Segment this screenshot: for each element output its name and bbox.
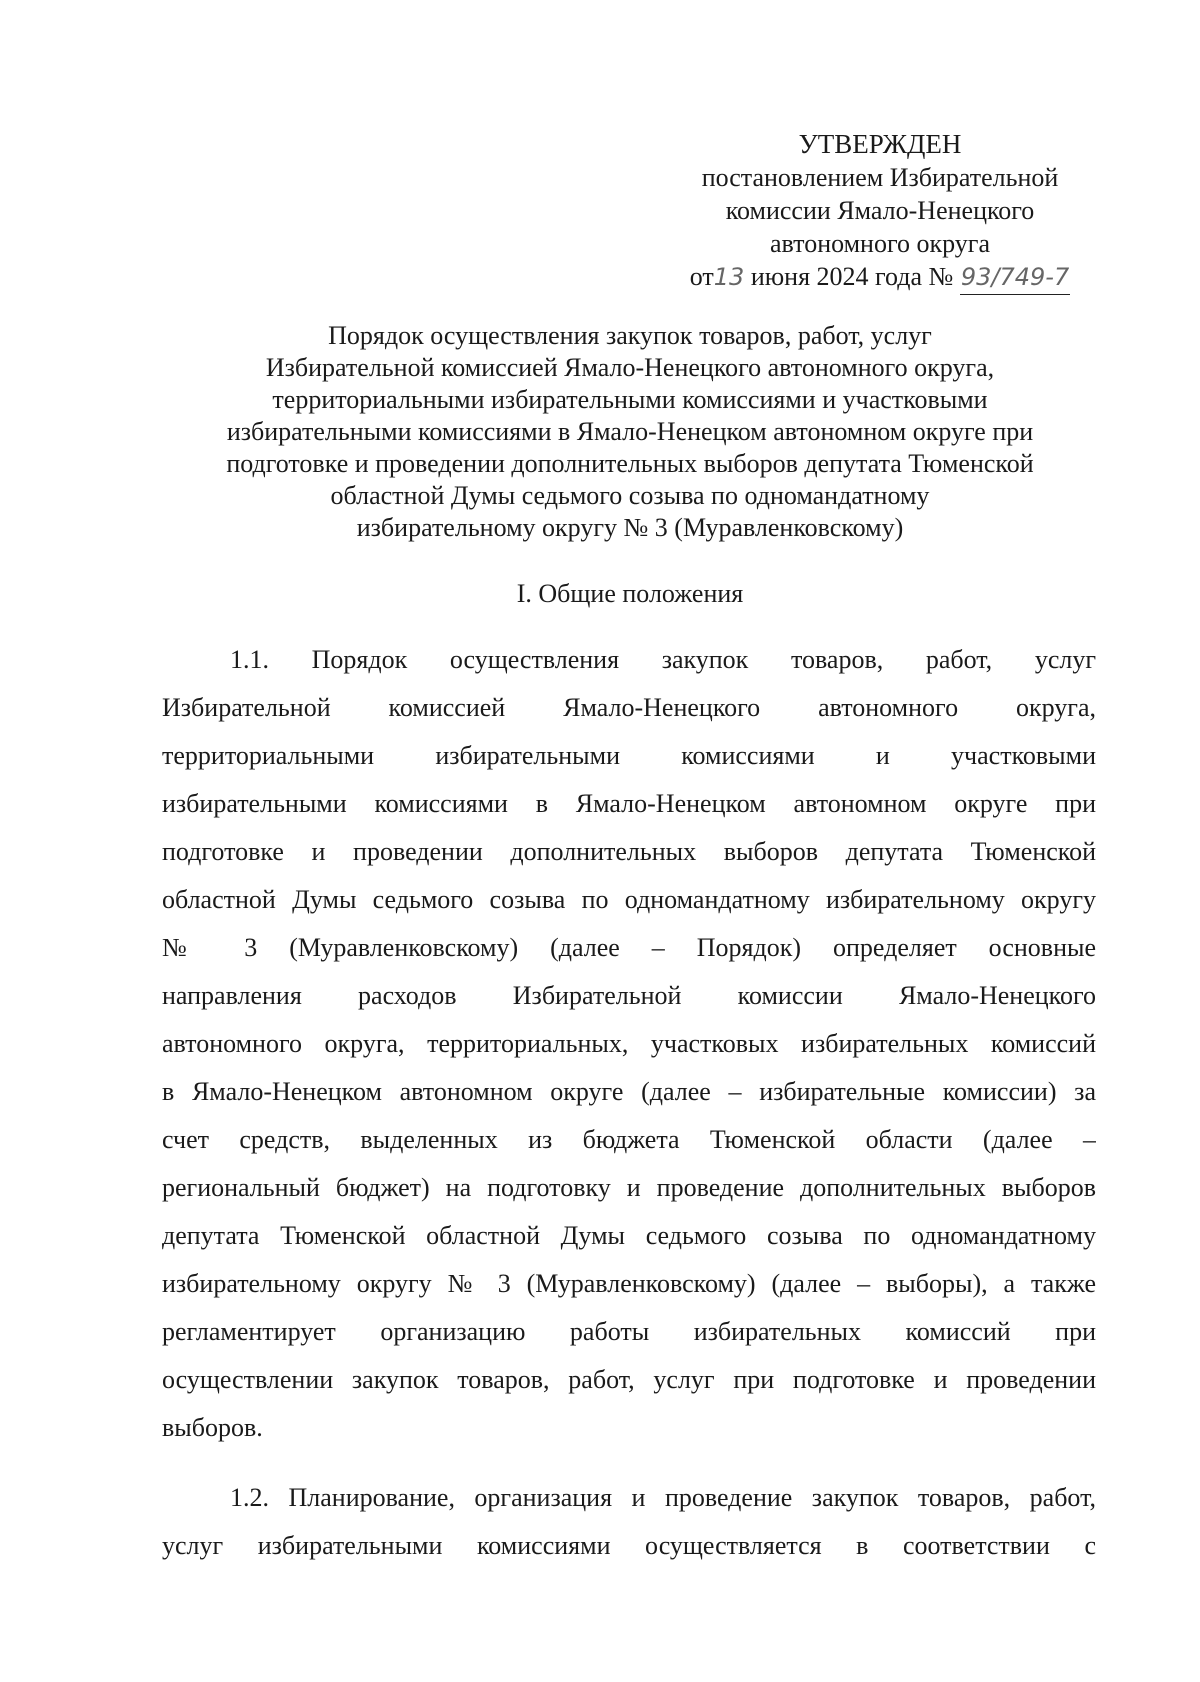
approval-block bbox=[670, 128, 1090, 295]
text-line: подготовке и проведении дополнительных выборов депутата Тюменской bbox=[162, 837, 1096, 866]
date-prefix: от bbox=[689, 262, 714, 291]
text-line: Избирательной комиссией Ямало-Ненецкого автономного округа, bbox=[162, 693, 1096, 722]
text-line: региональный бюджет) на подготовку и проведение дополнительных выборов bbox=[162, 1173, 1096, 1202]
title-line: подготовке и проведении дополнительных выборов депутата Тюменской bbox=[226, 449, 1034, 478]
title-line: избирательными комиссиями в Ямало-Ненецком автономном округе при bbox=[226, 417, 1034, 446]
text-line: автономного округа, территориальных, участковых избирательных комиссий bbox=[162, 1029, 1096, 1058]
text-line: областной Думы седьмого созыва по одномандатному избирательному округу bbox=[162, 885, 1096, 914]
title-line: Избирательной комиссией Ямало-Ненецкого автономного округа, bbox=[265, 353, 995, 382]
paragraph-1-1 bbox=[162, 636, 1096, 1452]
title-line: Порядок осуществления закупок товаров, работ, услуг bbox=[328, 321, 932, 350]
date-text: июня 2024 года № bbox=[750, 262, 954, 291]
text-line: в Ямало-Ненецком автономном округе (далее – избирательные комиссии) за bbox=[162, 1077, 1096, 1106]
handwritten-number: 93/749-7 bbox=[960, 261, 1070, 295]
approval-date-line bbox=[670, 260, 1090, 295]
section-heading: I. Общие положения bbox=[516, 579, 744, 608]
approval-line-3: автономного округа bbox=[770, 229, 990, 258]
title-line: областной Думы седьмого созыва по одномандатному bbox=[330, 481, 930, 510]
text-line: избирательному округу № 3 (Муравленковскому) (далее – выборы), а также bbox=[162, 1269, 1096, 1298]
approval-heading: УТВЕРЖДЕН bbox=[798, 129, 962, 159]
title-line: территориальными избирательными комиссиями и участковыми bbox=[272, 385, 988, 414]
text-line: услуг избирательными комиссиями осуществляется в соответствии с bbox=[162, 1531, 1096, 1560]
text-line: счет средств, выделенных из бюджета Тюменской области (далее – bbox=[162, 1125, 1096, 1154]
text-line: депутата Тюменской областной Думы седьмого созыва по одномандатному bbox=[162, 1221, 1096, 1250]
text-line: регламентирует организацию работы избирательных комиссий при bbox=[162, 1317, 1096, 1346]
handwritten-day: 13 bbox=[713, 263, 745, 291]
title-line: избирательному округу № 3 (Муравленковскому) bbox=[356, 513, 904, 542]
text-line: выборов. bbox=[162, 1413, 263, 1442]
text-line: 1.2. Планирование, организация и проведение закупок товаров, работ, bbox=[230, 1483, 1096, 1512]
text-line: территориальными избирательными комиссиями и участковыми bbox=[162, 741, 1096, 770]
text-line: направления расходов Избирательной комиссии Ямало-Ненецкого bbox=[162, 981, 1096, 1010]
approval-line-1: постановлением Избирательной bbox=[701, 163, 1059, 192]
approval-line-2: комиссии Ямало-Ненецкого bbox=[725, 196, 1035, 225]
document-title bbox=[160, 320, 1100, 544]
text-line: избирательными комиссиями в Ямало-Ненецком автономном округе при bbox=[162, 789, 1096, 818]
text-line: № 3 (Муравленковскому) (далее – Порядок) определяет основные bbox=[162, 933, 1096, 962]
text-line: 1.1. Порядок осуществления закупок товаров, работ, услуг bbox=[230, 645, 1096, 674]
paragraph-1-2 bbox=[162, 1474, 1096, 1570]
text-line: осуществлении закупок товаров, работ, услуг при подготовке и проведении bbox=[162, 1365, 1096, 1394]
